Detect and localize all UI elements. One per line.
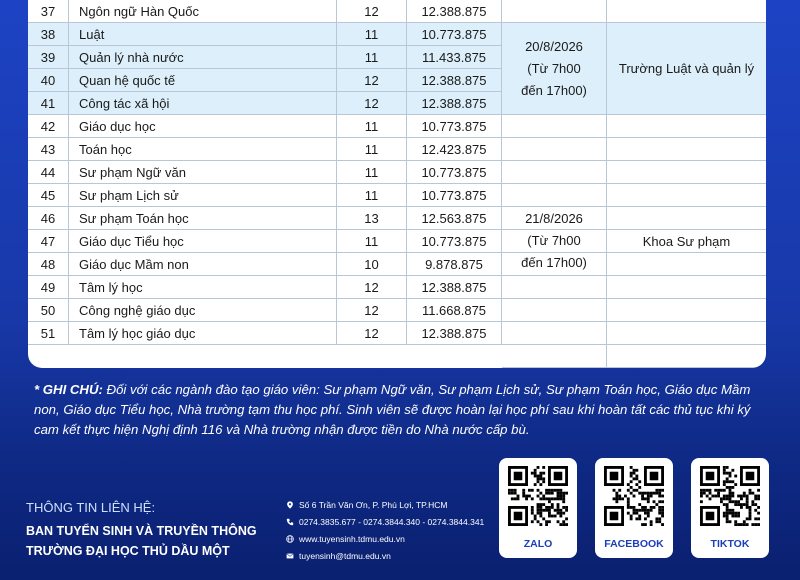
address-row [286,500,447,510]
top-unit-cell [606,0,766,23]
credit-count: 12 [336,69,406,92]
tuition-fee: 12.388.875 [406,276,502,299]
address-text: Số 6 Trần Văn Ơn, P. Phú Lợi, TP.HCM [299,500,448,510]
website-row [286,534,405,544]
program-name: Giáo dục Mầm non [68,253,336,276]
row-number: 50 [40,303,56,318]
row-number: 44 [40,165,56,180]
facebook-qr-card[interactable] [595,458,673,558]
row-number: 49 [40,280,56,295]
program-name: Quản lý nhà nước [68,46,336,69]
program-name: Sư phạm Ngữ văn [68,161,336,184]
credit-count: 12 [336,322,406,345]
credit-count: 12 [336,276,406,299]
program-name: Giáo dục Tiểu học [68,230,336,253]
globe-icon [286,535,294,543]
row-number: 39 [40,50,56,65]
contact-title: THÔNG TIN LIÊN HỆ: [26,500,156,515]
row-number: 42 [40,119,56,134]
program-name: Công tác xã hội [68,92,336,115]
law-group-schedule [502,23,606,115]
program-name: Tâm lý học giáo dục [68,322,336,345]
phone-icon [286,518,294,526]
tuition-fee: 12.388.875 [406,69,502,92]
credit-count: 11 [336,230,406,253]
edu-group-unit [606,115,766,368]
credit-count: 11 [336,184,406,207]
top-date-cell [502,0,606,23]
row-number: 46 [40,211,56,226]
row-number: 37 [40,4,56,19]
facebook-qr-code-icon [604,466,664,526]
credit-count: 11 [336,23,406,46]
zalo-qr-card[interactable] [499,458,577,558]
law-group-time-from: (Từ 7h00 [527,60,581,76]
location-pin-icon [286,501,294,509]
tuition-fee: 11.433.875 [406,46,502,69]
program-name: Công nghệ giáo dục [68,299,336,322]
tuition-table [28,0,766,368]
program-name: Tâm lý học [68,276,336,299]
tuition-fee: 9.878.875 [406,253,502,276]
email-text[interactable]: tuyensinh@tdmu.edu.vn [299,551,391,561]
credit-count: 12 [336,92,406,115]
tuition-fee: 11.668.875 [406,299,502,322]
credit-count: 13 [336,207,406,230]
law-group-date: 20/8/2026 [525,38,583,54]
law-group-unit-label: Trường Luật và quản lý [618,61,755,76]
credit-count: 12 [336,0,406,23]
phone-row [286,517,484,527]
edu-group-time-from: (Từ 7h00 [527,233,581,248]
credit-count: 10 [336,253,406,276]
edu-group-unit-label: Khoa Sư phạm [642,233,731,249]
law-group-unit [606,23,766,115]
tuition-fee: 12.388.875 [406,0,502,23]
credit-count: 11 [336,46,406,69]
row-number: 48 [40,257,56,272]
row-number: 45 [40,188,56,203]
program-name: Giáo dục học [68,115,336,138]
row-number: 41 [40,96,56,111]
zalo-label: ZALO [523,538,553,550]
footnote-text: Đối với các ngành đào tạo giáo viên: Sư phạm Ngữ văn, Sư phạm Lịch sử, Sư phạm Toán học, Giáo dục Mầm non, Giáo dục Tiểu học, Nhà trường tạm thu học phí. Sinh viên sẽ được hoàn lại học phí sau khi hoàn tất các thủ tục khi ký cam kết thực hiện Nghị định 116 và Nhà trường nhận được tiền do Nhà nước cấp bù. [34,382,751,437]
tuition-fee: 10.773.875 [406,184,502,207]
credit-count: 11 [336,138,406,161]
tuition-fee: 12.388.875 [406,92,502,115]
org-line-2: TRƯỜNG ĐẠI HỌC THỦ DẦU MỘT [26,544,230,558]
phone-text: 0274.3835.677 - 0274.3844.340 - 0274.3844.341 [299,517,485,527]
program-name: Sư phạm Toán học [68,207,336,230]
tuition-fee: 12.388.875 [406,322,502,345]
tiktok-label: TIKTOK [710,538,750,550]
tuition-fee: 12.563.875 [406,207,502,230]
tuition-fee: 10.773.875 [406,230,502,253]
program-name: Luật [68,23,336,46]
row-number: 47 [40,234,56,249]
edu-group-date: 21/8/2026 [525,211,583,226]
row-number: 40 [40,73,56,88]
row-number: 43 [40,142,56,157]
edu-group-time-to: đến 17h00) [521,255,587,270]
credit-count: 12 [336,299,406,322]
edu-group-schedule [502,115,606,368]
facebook-label: FACEBOOK [604,538,664,550]
zalo-qr-code-icon [508,466,568,526]
tuition-fee: 10.773.875 [406,161,502,184]
footnote [34,380,774,440]
mail-icon [286,552,294,560]
program-name: Ngôn ngữ Hàn Quốc [68,0,336,23]
law-group-time-to: đến 17h00) [521,82,587,98]
credit-count: 11 [336,115,406,138]
program-name: Quan hệ quốc tế [68,69,336,92]
email-row [286,551,391,561]
row-number: 51 [40,326,56,341]
tuition-fee: 12.423.875 [406,138,502,161]
tuition-fee: 10.773.875 [406,23,502,46]
credit-count: 11 [336,161,406,184]
org-line-1: BAN TUYỂN SINH VÀ TRUYỀN THÔNG [26,524,257,538]
tiktok-qr-code-icon [700,466,760,526]
footnote-label: * GHI CHÚ: [34,382,103,397]
website-text[interactable]: www.tuyensinh.tdmu.edu.vn [299,534,405,544]
tuition-fee: 10.773.875 [406,115,502,138]
program-name: Toán học [68,138,336,161]
row-number: 38 [40,27,56,42]
tiktok-qr-card[interactable] [691,458,769,558]
program-name: Sư phạm Lịch sử [68,184,336,207]
